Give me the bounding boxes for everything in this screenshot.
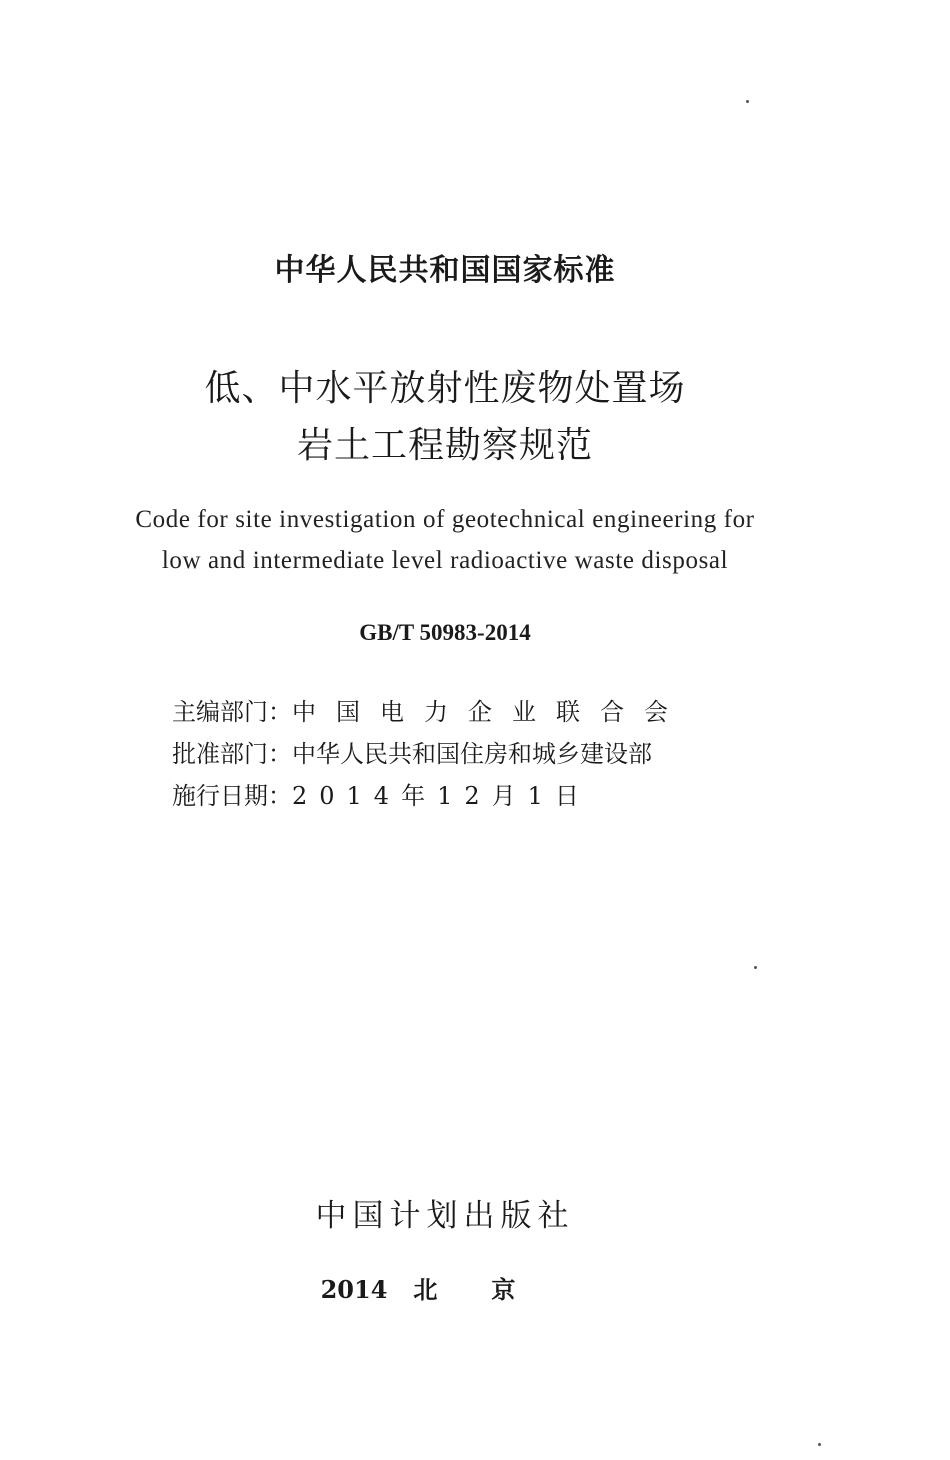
approval-label: 批准部门：: [172, 740, 292, 768]
effective-date-label: 施行日期：: [172, 782, 292, 810]
chief-editor-label: 主编部门：: [172, 698, 292, 726]
scan-speck: [746, 100, 749, 103]
publication-year: 2014: [320, 1275, 388, 1304]
publication-place: [0, 1270, 920, 1305]
standard-code: GB/T 50983-2014: [359, 620, 531, 645]
title-chinese-line-1: 低、中水平放射性废物处置场: [204, 368, 686, 409]
publisher-name: 中国计划出版社: [315, 1198, 575, 1234]
national-standard-heading: 中华人民共和国国家标准: [274, 253, 616, 288]
approval-value: 中华人民共和国住房和城乡建设部: [292, 740, 652, 768]
chief-editor-value: 中国电力企业联合会: [292, 698, 688, 726]
title-english-line-1: Code for site investigation of geotechnical engineering for: [135, 506, 755, 533]
publication-city: 北京: [413, 1275, 570, 1304]
effective-date-value: 2014年12月1日: [292, 782, 591, 810]
scan-speck: [754, 966, 757, 969]
approval-row: [172, 734, 652, 769]
title-english-line-2: low and intermediate level radioactive waste disposal: [161, 547, 729, 574]
scan-speck: [818, 1443, 821, 1446]
effective-date-row: [172, 776, 591, 811]
title-chinese-line-2: 岩土工程勘察规范: [296, 425, 593, 466]
chief-editor-row: [172, 692, 688, 727]
